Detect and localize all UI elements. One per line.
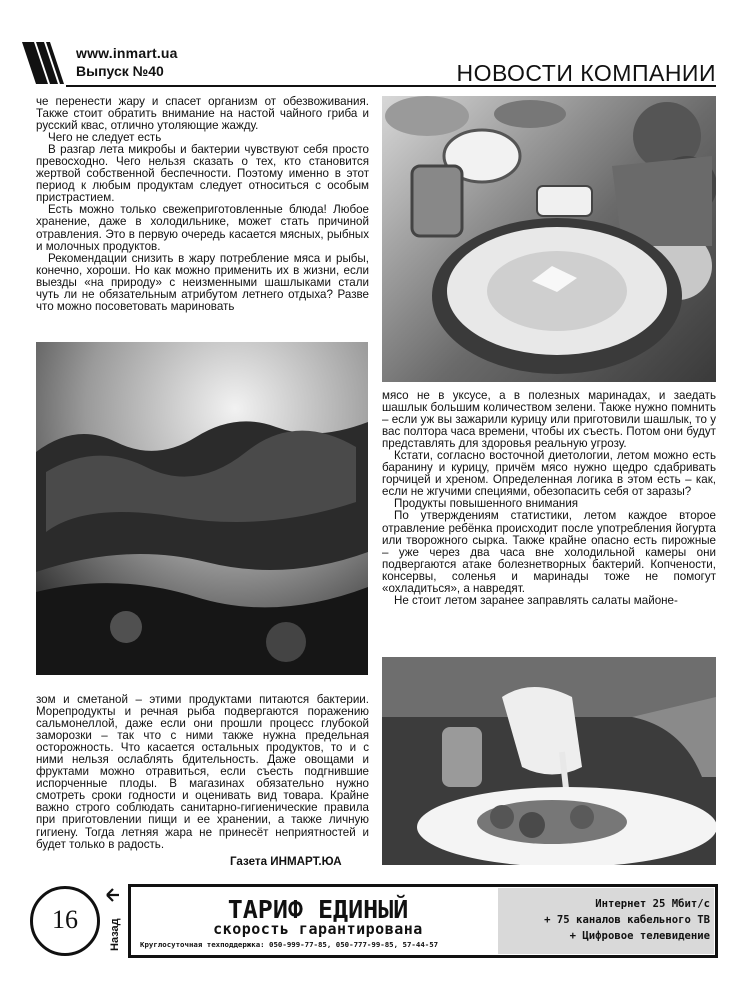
subheading: Чего не следует есть (48, 131, 162, 145)
article-paragraph: В разгар лета микробы и бактерии чувствуют себя просто превосходно. Чего нельзя сказать о тех, кто становится жертвой собственной беспечности. Поэтому именно в этот период к любым продуктам следует относиться с особым пристрастием. (36, 143, 369, 205)
article-paragraph: Кстати, согласно восточной диетологии, летом можно есть баранину и курицу, причём мясо нужно щедро сдабривать горчицей и хреном. Определенная логика в этом есть – как, если не жгучими специями, обезопасить себя от заразы? (382, 449, 716, 499)
article-paragraph: По утверждениям статистики, летом каждое второе отравление ребёнка происходит после употребления йогурта или творожного сырка. Также крайне опасно есть пирожные – уже через два часа вне холодильной камеры они подвергаются атаке болезнетворных бактерий. Копчености, консервы, соленья и маринады тоже не помогут «охладиться», а навредят. (382, 509, 716, 595)
arrow-left-icon (107, 889, 119, 901)
article-column-2 (382, 390, 716, 607)
food-photo-dairy (382, 96, 716, 382)
back-label: Назад (109, 918, 121, 951)
back-button[interactable] (103, 885, 123, 955)
ad-subtitle: скорость гарантирована (213, 920, 423, 938)
article-paragraph: мясо не в уксусе, а в полезных маринадах, и заедать шашлык большим количеством зелени. Также нужно помнить – если уж вы зажарили курицу или приготовили шашлык, то у вас полтора часа времени, чтобы их съесть. Потом они будут представлять для здоровья реальную угрозу. (382, 389, 716, 451)
ad-title: ТАРИФ ЕДИНЫЙ (227, 895, 409, 924)
article-column-1 (36, 96, 369, 313)
site-url[interactable]: www.inmart.ua (76, 45, 178, 61)
article-signature: Газета ИНМАРТ.ЮА (230, 855, 342, 868)
header-rule (66, 85, 716, 87)
ad-feature-line: Интернет 25 Мбит/с (595, 898, 710, 910)
section-title: НОВОСТИ КОМПАНИИ (456, 60, 716, 86)
article-paragraph: Не стоит летом заранее заправлять салаты майоне- (394, 593, 678, 607)
article-paragraph: Рекомендации снизить в жару потребление мяса и рыбы, конечно, хороши. Но как можно применить их в жизни, если выезды «на природу» с неизменными шашлыками стали чуть ли не обязательным атрибутом летнего отдыха? Разве что можно посоветовать мариновать (36, 251, 369, 313)
article-paragraph: че перенести жару и спасет организм от обезвоживания. Также стоит обратить внимание на настой чайного гриба и русский квас, отлично утоляющие жажду. (36, 95, 369, 133)
food-photo-sauce (382, 657, 716, 865)
page-number: 16 (52, 905, 78, 934)
food-photo-shashlik (36, 342, 368, 675)
article-paragraph: зом и сметаной – этими продуктами питаются бактерии. Морепродукты и речная рыба подвергаются поражению сальмонеллой, даже если они прошли процесс глубокой заморозки – так что с ними также нужна предельная осторожность. Что касается остальных продуктов, то и с ними нельзя ослаблять бдительность. Даже овощами и фруктами можно отравиться, если съесть подгнившие испорченные плоды. В магазинах обязательно нужно смотреть сроки годности и оценивать вид товара. Крайне важно строго соблюдать санитарно-гигиенические правила при приготовлении пищи и ее хранении, а также личную гигиену. Тогда летняя жара не принесёт неприятностей и будет только в радость. (36, 693, 369, 851)
stripes-logo-icon (22, 42, 68, 84)
ad-feature-line: + Цифровое телевидение (569, 930, 710, 942)
ad-feature-line: + 75 каналов кабельного ТВ (544, 914, 710, 926)
issue-number: Выпуск №40 (76, 63, 164, 79)
article-paragraph: Есть можно только свежеприготовленные блюда! Любое хранение, даже в холодильнике, может стать причиной отравления. Это в первую очередь касается мясных, рыбных и молочных продуктов. (36, 203, 369, 253)
subheading: Продукты повышенного внимания (394, 497, 579, 511)
article-column-3 (36, 694, 369, 851)
ad-support-phones: Круглосуточная техподдержка: 050-999-77-85, 050-777-99-85, 57-44-57 (140, 940, 439, 949)
